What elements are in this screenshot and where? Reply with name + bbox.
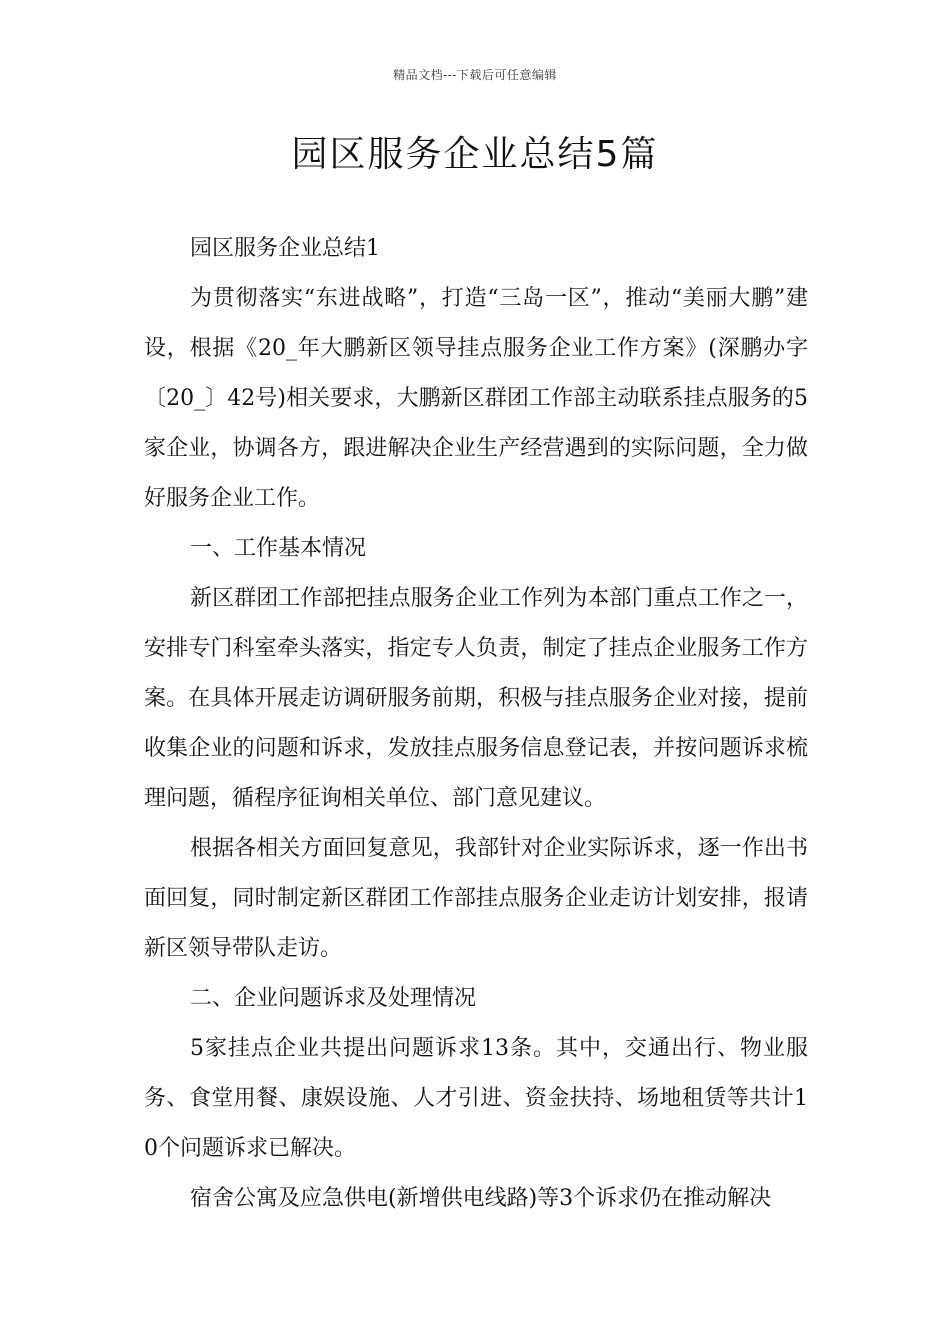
document-title: 园区服务企业总结5篇 bbox=[291, 134, 659, 175]
paragraph-intro: 为贯彻落实“东进战略”，打造“三岛一区”，推动“美丽大鹏”建设，根据《20_年大鹏新区领导挂点服务企业工作方案》(深鹏办字〔20_〕42号)相关要求，大鹏新区群团工作部主动联系挂点服务的5家企业，协调各方，跟进解决企业生产经营遇到的实际问题，全力做好服务企业工作。 bbox=[144, 286, 808, 511]
document-body bbox=[144, 224, 808, 1224]
header-note: 精品文档---下载后可任意编辑 bbox=[393, 68, 557, 82]
paragraph-work-basics: 新区群团工作部把挂点服务企业工作列为本部门重点工作之一，安排专门科室牵头落实，指定专人负责，制定了挂点企业服务工作方案。在具体开展走访调研服务前期，积极与挂点服务企业对接，提前收集企业的问题和诉求，发放挂点服务信息登记表，并按问题诉求梳理问题，循程序征询相关单位、部门意见建议。 bbox=[144, 586, 808, 811]
paragraph-pending: 宿舍公寓及应急供电(新增供电线路)等3个诉求仍在推动解决 bbox=[190, 1186, 772, 1211]
section-heading-issues: 二、企业问题诉求及处理情况 bbox=[190, 986, 477, 1011]
section-heading-1: 园区服务企业总结1 bbox=[190, 236, 380, 261]
section-heading-work-basics: 一、工作基本情况 bbox=[190, 536, 367, 561]
paragraph-replies: 根据各相关方面回复意见，我部针对企业实际诉求，逐一作出书面回复，同时制定新区群团工作部挂点服务企业走访计划安排，报请新区领导带队走访。 bbox=[144, 836, 808, 961]
paragraph-issues: 5家挂点企业共提出问题诉求13条。其中，交通出行、物业服务、食堂用餐、康娱设施、人才引进、资金扶持、场地租赁等共计10个问题诉求已解决。 bbox=[144, 1036, 808, 1161]
